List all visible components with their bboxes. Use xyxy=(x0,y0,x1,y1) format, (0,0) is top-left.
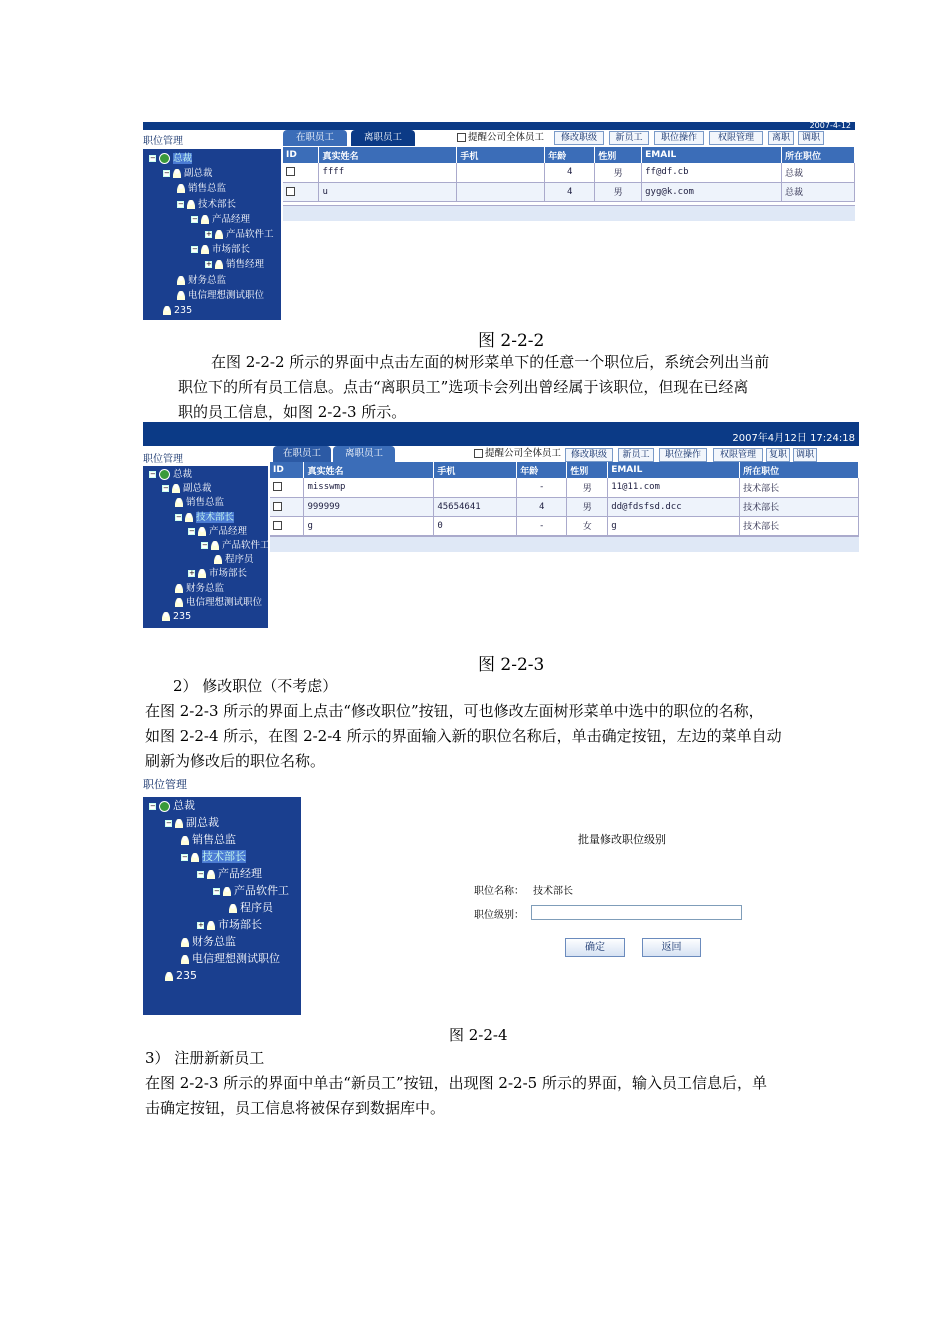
person-icon xyxy=(207,870,215,879)
row-select-cell[interactable] xyxy=(283,182,319,201)
employee-tabs xyxy=(283,130,423,146)
panel-title: 职位管理 xyxy=(143,136,183,147)
row-select-cell[interactable] xyxy=(270,516,304,535)
table-row[interactable] xyxy=(270,478,859,497)
person-icon xyxy=(162,612,170,621)
employee-tabs xyxy=(273,446,413,462)
tree-node[interactable] xyxy=(213,884,289,898)
cell-position: 技术部长 xyxy=(740,497,859,516)
employee-grid xyxy=(283,147,855,202)
section-3-heading: 3） 注册新新员工 xyxy=(145,1049,265,1067)
tree-node-label: 235 xyxy=(176,969,197,982)
collapse-icon[interactable]: − xyxy=(163,484,169,493)
tree-node-label: 总裁 xyxy=(173,799,195,812)
tree-node[interactable] xyxy=(175,496,224,510)
row-select-cell[interactable] xyxy=(283,163,319,182)
cell-name: 999999 xyxy=(304,497,434,516)
checkbox-box[interactable] xyxy=(474,449,483,458)
cell-position: 技术部长 xyxy=(740,478,859,497)
row-checkbox[interactable] xyxy=(273,521,282,530)
column-header[interactable]: 年龄 xyxy=(545,147,595,163)
cell-phone xyxy=(457,163,545,182)
collapse-icon[interactable]: − xyxy=(192,214,198,223)
person-icon xyxy=(223,887,231,896)
cell-phone xyxy=(457,182,545,201)
position-name-value: 技术部长 xyxy=(533,886,573,897)
tab-former-employees[interactable]: 离职员工 xyxy=(333,446,395,462)
column-header[interactable]: 性别 xyxy=(567,462,608,478)
collapse-icon[interactable]: − xyxy=(166,818,172,827)
person-icon xyxy=(175,584,183,593)
expand-icon[interactable]: + xyxy=(206,260,212,269)
tab-active-employees[interactable]: 在职员工 xyxy=(283,130,347,146)
tree-node-label: 财务总监 xyxy=(188,274,227,286)
position-operation-button[interactable]: 职位操作 xyxy=(654,131,704,145)
tree-node-label: 产品经理 xyxy=(212,213,251,225)
column-header[interactable]: 年龄 xyxy=(517,462,567,478)
person-icon xyxy=(173,169,181,178)
figure-2-2-2-screenshot xyxy=(143,122,855,320)
person-icon xyxy=(187,200,195,209)
cell-email: dd@fdsfsd.dcc xyxy=(608,497,740,516)
cell-email: g xyxy=(608,516,740,535)
cell-age: 4 xyxy=(545,163,595,182)
caption-2-2-4: 图 2-2-4 xyxy=(449,1026,508,1044)
tree-node[interactable] xyxy=(181,952,280,966)
globe-icon xyxy=(159,469,170,480)
cell-sex: 女 xyxy=(567,516,608,535)
modify-level-button[interactable]: 修改职级 xyxy=(554,131,604,145)
position-tree[interactable] xyxy=(143,149,281,320)
figure-2-2-4-screenshot xyxy=(143,771,303,1015)
person-icon xyxy=(175,498,183,507)
tree-node[interactable] xyxy=(177,274,226,288)
tree-node-label: 副总裁 xyxy=(186,816,219,829)
cell-phone: 0 xyxy=(434,516,517,535)
tree-node[interactable] xyxy=(175,596,262,610)
person-icon xyxy=(172,484,180,493)
column-header[interactable]: 性别 xyxy=(595,147,642,163)
permission-button[interactable]: 权限管理 xyxy=(709,131,763,145)
person-icon xyxy=(163,306,171,315)
person-icon xyxy=(198,569,206,578)
grid-footer xyxy=(270,536,859,552)
column-header[interactable]: 所在职位 xyxy=(782,147,855,163)
employee-grid xyxy=(270,462,859,536)
tree-node-label: 技术部长 xyxy=(202,850,246,863)
row-select-cell[interactable] xyxy=(270,497,304,516)
collapse-icon[interactable]: − xyxy=(178,199,184,208)
tree-node-label: 程序员 xyxy=(240,901,273,914)
collapse-icon[interactable]: − xyxy=(214,886,220,895)
column-header[interactable]: 手机 xyxy=(434,462,517,478)
tree-node[interactable] xyxy=(177,198,236,212)
notify-all-checkbox[interactable] xyxy=(474,447,561,461)
notify-all-label: 提醒公司全体员工 xyxy=(485,448,562,459)
new-employee-button[interactable]: 新员工 xyxy=(609,131,649,145)
panel-title: 职位管理 xyxy=(143,778,187,791)
collapse-icon[interactable]: − xyxy=(164,169,170,178)
tree-node[interactable] xyxy=(201,539,270,553)
position-level-label: 职位级别： xyxy=(474,910,524,921)
person-icon xyxy=(191,853,199,862)
cell-sex: 男 xyxy=(567,497,608,516)
column-header[interactable]: 所在职位 xyxy=(740,462,859,478)
collapse-icon[interactable]: − xyxy=(150,154,156,162)
tree-node-label: 电信理想测试职位 xyxy=(188,289,265,301)
notify-all-label: 提醒公司全体员工 xyxy=(468,132,545,143)
row-select-cell[interactable] xyxy=(270,478,304,497)
cell-position: 技术部长 xyxy=(740,516,859,535)
paragraph-3-line-2: 击确定按钮，员工信息将被保存到数据库中。 xyxy=(145,1099,446,1117)
paragraph-1-line-2: 职位下的所有员工信息。点击“离职员工”选项卡会列出曾经属于该职位，但现在已经离 xyxy=(178,378,749,396)
tab-former-employees[interactable]: 离职员工 xyxy=(351,130,415,146)
column-header[interactable]: 手机 xyxy=(457,147,545,163)
collapse-icon[interactable]: − xyxy=(150,801,156,810)
tree-node[interactable] xyxy=(181,935,236,949)
tree-node[interactable] xyxy=(177,289,264,303)
paragraph-2-line-3: 刷新为修改后的职位名称。 xyxy=(145,752,326,770)
position-tree[interactable] xyxy=(143,466,268,628)
person-icon xyxy=(177,276,185,285)
tree-node[interactable] xyxy=(191,213,250,227)
tree-node[interactable] xyxy=(163,167,213,181)
tree-node[interactable] xyxy=(205,228,274,242)
tree-node-label: 235 xyxy=(174,305,193,316)
date-display: 2007年4月12日 17:24:18 xyxy=(732,433,855,444)
tree-node-label: 总裁 xyxy=(173,153,193,164)
tree-node[interactable] xyxy=(162,482,212,496)
tree-node-label: 产品经理 xyxy=(218,867,262,880)
cell-name: ffff xyxy=(319,163,457,182)
permission-button[interactable]: 权限管理 xyxy=(713,448,763,462)
tree-node-label: 技术部长 xyxy=(198,198,237,210)
tree-node[interactable] xyxy=(149,799,195,813)
cell-age: 4 xyxy=(545,182,595,201)
form-title: 批量修改职位级别 xyxy=(578,833,666,846)
tree-node[interactable] xyxy=(175,511,234,525)
person-icon xyxy=(201,215,209,224)
row-checkbox[interactable] xyxy=(273,502,282,511)
tree-node-label: 市场部长 xyxy=(209,568,248,580)
caption-2-2-3: 图 2-2-3 xyxy=(478,655,545,675)
person-icon xyxy=(165,972,173,981)
cell-age: 4 xyxy=(517,497,567,516)
confirm-button[interactable]: 确定 xyxy=(565,938,625,957)
tree-node[interactable] xyxy=(175,582,224,596)
person-icon xyxy=(215,260,223,269)
tree-node-label: 销售总监 xyxy=(188,183,227,195)
expand-icon[interactable]: + xyxy=(189,569,195,578)
tree-node[interactable] xyxy=(165,969,197,983)
collapse-icon[interactable]: − xyxy=(176,512,182,521)
tree-node[interactable] xyxy=(149,468,192,482)
person-icon xyxy=(201,245,209,254)
cell-email: 11@11.com xyxy=(608,478,740,497)
person-icon xyxy=(177,291,185,300)
tree-node[interactable] xyxy=(214,553,254,567)
tree-node-label: 销售总监 xyxy=(192,833,236,846)
caption-2-2-2: 图 2-2-2 xyxy=(478,331,545,351)
back-button[interactable]: 返回 xyxy=(642,938,701,957)
paragraph-1-line-1: 在图 2-2-2 所示的界面中点击左面的树形菜单下的任意一个职位后，系统会列出当前 xyxy=(211,353,770,371)
cell-age: - xyxy=(517,516,567,535)
position-tree[interactable] xyxy=(143,797,301,1015)
person-icon xyxy=(181,955,189,964)
modify-level-button[interactable]: 修改职级 xyxy=(565,448,613,462)
tree-node[interactable] xyxy=(177,182,226,196)
grid-header-row xyxy=(270,462,859,478)
collapse-icon[interactable]: − xyxy=(182,852,188,861)
collapse-icon[interactable]: − xyxy=(192,245,198,254)
collapse-icon[interactable]: − xyxy=(189,526,195,535)
person-icon xyxy=(175,598,183,607)
person-icon xyxy=(177,184,185,193)
panel-title: 职位管理 xyxy=(143,454,183,465)
cell-position: 总裁 xyxy=(782,182,855,201)
tree-node-label: 销售总监 xyxy=(186,497,225,509)
cell-position: 总裁 xyxy=(782,163,855,182)
tree-node-label: 市场部长 xyxy=(218,918,262,931)
expand-icon[interactable]: + xyxy=(206,230,212,238)
collapse-icon[interactable]: − xyxy=(202,541,208,549)
person-icon xyxy=(185,513,193,522)
person-icon xyxy=(181,938,189,947)
column-header[interactable]: EMAIL xyxy=(608,462,740,478)
table-row[interactable] xyxy=(283,182,855,201)
tree-node-label: 产品软件工 xyxy=(226,229,274,240)
tree-node[interactable] xyxy=(205,258,264,272)
person-icon xyxy=(175,819,183,828)
tree-node[interactable] xyxy=(163,304,192,318)
reinstate-button[interactable]: 复职 xyxy=(766,448,790,462)
tree-node-label: 产品软件工 xyxy=(234,884,289,897)
paragraph-3-line-1: 在图 2-2-3 所示的界面中单击“新员工”按钮，出现图 2-2-5 所示的界面，输入员工信息后，单 xyxy=(145,1074,767,1092)
cell-sex: 男 xyxy=(595,163,642,182)
person-icon xyxy=(214,555,222,564)
cell-name: misswmp xyxy=(304,478,434,497)
paragraph-2-line-1: 在图 2-2-3 所示的界面上点击“修改职位”按钮，可也修改左面树形菜单中选中的职位的名称， xyxy=(145,702,764,720)
cell-name: g xyxy=(304,516,434,535)
cell-sex: 男 xyxy=(567,478,608,497)
tree-node-label: 产品经理 xyxy=(209,525,248,537)
tree-node[interactable] xyxy=(197,867,262,881)
tree-node[interactable] xyxy=(181,833,236,847)
tree-node-label: 市场部长 xyxy=(212,244,251,256)
tree-node-label: 程序员 xyxy=(225,554,254,566)
column-header[interactable]: ID xyxy=(270,462,304,478)
tree-node[interactable] xyxy=(188,567,247,581)
globe-icon xyxy=(159,801,170,812)
transfer-button[interactable]: 调职 xyxy=(793,448,817,462)
tree-node-label: 235 xyxy=(173,611,192,622)
checkbox-box[interactable] xyxy=(457,133,466,142)
cell-age: - xyxy=(517,478,567,497)
tree-node[interactable] xyxy=(229,901,273,915)
figure-2-2-3-screenshot xyxy=(143,422,859,628)
top-banner xyxy=(143,122,855,130)
person-icon xyxy=(229,904,237,913)
date-display: 2007-4-12 xyxy=(775,122,855,130)
position-name-label: 职位名称： xyxy=(474,886,524,897)
tree-node-label: 副总裁 xyxy=(184,168,213,180)
person-icon xyxy=(198,527,206,536)
row-checkbox[interactable] xyxy=(273,482,282,491)
tree-node[interactable] xyxy=(165,816,219,830)
paragraph-2-line-2: 如图 2-2-4 所示，在图 2-2-4 所示的界面输入新的职位名称后，单击确定按钮，左边的菜单自动 xyxy=(145,727,782,745)
leave-button[interactable]: 离职 xyxy=(768,131,794,145)
cell-name: u xyxy=(319,182,457,201)
expand-icon[interactable]: + xyxy=(198,920,204,929)
globe-icon xyxy=(159,153,170,164)
tree-node[interactable] xyxy=(197,918,262,932)
tree-node-label: 电信理想测试职位 xyxy=(186,596,263,608)
table-row[interactable] xyxy=(270,516,859,535)
grid-header-row xyxy=(283,147,855,163)
row-checkbox[interactable] xyxy=(286,187,295,196)
tree-node-label: 副总裁 xyxy=(183,483,212,495)
paragraph-1-line-3: 职的员工信息，如图 2-2-3 所示。 xyxy=(178,403,407,421)
new-employee-button[interactable]: 新员工 xyxy=(618,448,654,462)
column-header[interactable]: 真实姓名 xyxy=(304,462,434,478)
table-row[interactable] xyxy=(283,163,855,182)
section-2-heading: 2） 修改职位（不考虑） xyxy=(173,677,338,695)
tree-node-label: 财务总监 xyxy=(186,582,225,594)
cell-email: ff@df.cb xyxy=(642,163,782,182)
person-icon xyxy=(207,921,215,930)
column-header[interactable]: EMAIL xyxy=(642,147,782,163)
tree-node[interactable] xyxy=(191,243,250,257)
tree-node[interactable] xyxy=(188,525,247,539)
tree-node[interactable] xyxy=(162,610,191,624)
tree-node-label: 总裁 xyxy=(173,469,193,480)
cell-phone xyxy=(434,478,517,497)
notify-all-checkbox[interactable] xyxy=(457,131,544,145)
collapse-icon[interactable]: − xyxy=(150,470,156,478)
grid-footer xyxy=(283,205,855,221)
tree-node-label: 技术部长 xyxy=(196,511,235,523)
table-row[interactable] xyxy=(270,497,859,516)
tree-node-label: 财务总监 xyxy=(192,935,236,948)
tab-active-employees[interactable]: 在职员工 xyxy=(273,446,331,462)
transfer-button[interactable]: 调职 xyxy=(798,131,824,145)
person-icon xyxy=(215,230,223,239)
person-icon xyxy=(211,541,219,550)
position-level-input[interactable] xyxy=(531,905,742,920)
row-checkbox[interactable] xyxy=(286,167,295,176)
cell-sex: 男 xyxy=(595,182,642,201)
tree-node[interactable] xyxy=(149,152,192,166)
tree-node-label: 销售经理 xyxy=(226,259,265,271)
collapse-icon[interactable]: − xyxy=(198,869,204,878)
position-operation-button[interactable]: 职位操作 xyxy=(659,448,707,462)
tree-node-label: 电信理想测试职位 xyxy=(192,952,280,965)
cell-phone: 45654641 xyxy=(434,497,517,516)
cell-email: gyg@k.com xyxy=(642,182,782,201)
tree-node[interactable] xyxy=(181,850,246,864)
person-icon xyxy=(181,836,189,845)
column-header[interactable]: ID xyxy=(283,147,319,163)
tree-node-label: 产品软件工 xyxy=(222,540,270,551)
column-header[interactable]: 真实姓名 xyxy=(319,147,457,163)
